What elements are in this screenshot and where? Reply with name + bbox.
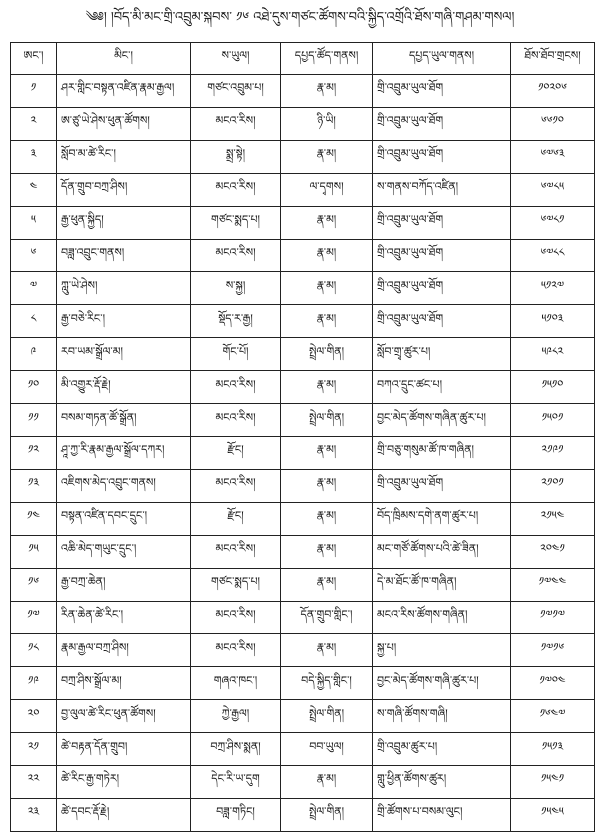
table-row: [11, 272, 595, 305]
row-region: གཙང་འབྲུམ་པ།: [191, 75, 281, 108]
row-name: རྒྱ་བཅེ་རིང་།: [57, 305, 191, 338]
row-location: གྲི་འབྲུམ་ཡུལ་ཐོག: [373, 206, 511, 239]
row-name: ཨ་ཙུ་ཡེ་ཤེས་ཕུན་ཚོགས།: [57, 107, 191, 140]
table-row: [11, 338, 595, 371]
row-number: ༤: [11, 173, 57, 206]
row-location: ས་གནས་བཀོད་འཛིན།: [373, 173, 511, 206]
row-location: སློབ་གྲྭ་ཚུར་པ།: [373, 338, 511, 371]
row-id: ༡༥༤༡: [511, 766, 595, 799]
row-id: ༦༧༨༥: [511, 173, 595, 206]
row-number: ༢༠: [11, 700, 57, 733]
row-number: ༡༦: [11, 568, 57, 601]
row-region: མངའ་རིས།: [191, 404, 281, 437]
row-number: ༡: [11, 75, 57, 108]
row-region: མངའ་རིས།: [191, 634, 281, 667]
row-location: གྲི་འབྲུམ་ཡུལ་ཐོག: [373, 469, 511, 502]
row-name: རིན་ཆེན་ཚེ་རིང་།: [57, 601, 191, 634]
row-id: ༥༩༨༢: [511, 338, 595, 371]
row-number: ༨: [11, 305, 57, 338]
table-row: [11, 305, 595, 338]
row-region: བཀྲ་ཤིས་སྨན།: [191, 733, 281, 766]
row-name: བཀྲ་ཤིས་སྒྲོལ་མ།: [57, 667, 191, 700]
row-location: བྱང་མེད་ཚོགས་གཞིན་ཚུར་པ།: [373, 404, 511, 437]
row-location: གྲི་འབྲུམ་ཡུལ་ཐོག: [373, 239, 511, 272]
row-location: གྲི་འབྲུམ་ཡུལ་ཐོག: [373, 75, 511, 108]
row-location: གྲི་འབྲུམ་ཡུལ་ཐོག: [373, 305, 511, 338]
row-id: ༦༦༡༠: [511, 107, 595, 140]
row-name: རྒྱ་བཀྲ་ཆེན།: [57, 568, 191, 601]
table-row: [11, 601, 595, 634]
row-status: སྤྲེལ་གིན།: [281, 700, 373, 733]
row-status: རྣ་མ།: [281, 766, 373, 799]
row-region: དེང་རི་ཡ་དུག: [191, 766, 281, 799]
header-number: ཨང་།: [11, 43, 57, 75]
row-status: རྣ་མ།: [281, 206, 373, 239]
table-row: [11, 206, 595, 239]
row-region: སྨྲ་སྟེ།: [191, 140, 281, 173]
row-number: ༥: [11, 206, 57, 239]
row-region: གཞའ་ཁང་།: [191, 667, 281, 700]
row-location: གླུ་ཕྱིན་ཚོགས་ཚུར།: [373, 766, 511, 799]
row-id: ༡༥༡༠: [511, 371, 595, 404]
row-region: རྫོང།: [191, 436, 281, 469]
row-name: ཀླུ་ཡེ་ཤེས།: [57, 272, 191, 305]
table-row: [11, 173, 595, 206]
table-row: [11, 371, 595, 404]
row-region: མངའ་རིས།: [191, 239, 281, 272]
row-status: རྣ་མ།: [281, 568, 373, 601]
row-location: བྱང་མེད་ཚོགས་གཞི་ཚུར་པ།: [373, 667, 511, 700]
row-name: ཚེ་རིང་རྒྱ་གཏེར།: [57, 766, 191, 799]
row-id: ༢༠༤༡: [511, 535, 595, 568]
row-number: ༧: [11, 272, 57, 305]
table-row: [11, 502, 595, 535]
table-row: [11, 404, 595, 437]
row-status: བདེ་སྐྱིད་གླིང་།: [281, 667, 373, 700]
row-status: ལ་དྭགས།: [281, 173, 373, 206]
row-id: ༥༡༠༣: [511, 305, 595, 338]
row-region: བཟླ་གཏིང།: [191, 798, 281, 831]
row-status: སྤྲེལ་གིན།: [281, 798, 373, 831]
row-number: ༡༤: [11, 502, 57, 535]
header-region: ས་ཡུལ།: [191, 43, 281, 75]
row-id: ༢༡༠༡: [511, 469, 595, 502]
row-name: བསམ་གཏན་ཚོ་སྒྲོན།: [57, 404, 191, 437]
row-number: ༡༨: [11, 634, 57, 667]
row-status: རྣ་མ།: [281, 371, 373, 404]
row-status: དོན་གྲུབ་གླིང་།: [281, 601, 373, 634]
row-status: སྤྲེལ་གིན།: [281, 404, 373, 437]
row-number: ༢༣: [11, 798, 57, 831]
row-region: གཙང་སྨད་པ།: [191, 568, 281, 601]
row-location: གྲི་བཅུ་གསུམ་ཚོ་ཁ་གཞིན།: [373, 436, 511, 469]
row-number: ༡༠: [11, 371, 57, 404]
row-location: གྲི་འབྲུམ་ཡུལ་ཐོག: [373, 140, 511, 173]
row-id: ༡༦༤༧: [511, 700, 595, 733]
row-location: དེ་མ་ཐོང་ཚོ་ཁ་གཞིན།: [373, 568, 511, 601]
row-region: གཙང་སྨད་པ།: [191, 206, 281, 239]
row-name: རྒྱ་ཕུན་སྐྱིད།: [57, 206, 191, 239]
row-status: སྤྲེལ་གིན།: [281, 338, 373, 371]
row-region: རྫོང།: [191, 502, 281, 535]
row-name: བསྟན་འཛིན་དབང་དྲུང་།: [57, 502, 191, 535]
row-name: བཟླ་འབྲུང་གནས།: [57, 239, 191, 272]
row-id: ༡༥༠༡: [511, 404, 595, 437]
row-location: གྲི་ཚོགས་པ་བསམ་ལུང།: [373, 798, 511, 831]
table-row: [11, 140, 595, 173]
row-id: ༢༡༥༤: [511, 502, 595, 535]
row-id: ༦༧༨༨: [511, 239, 595, 272]
row-location: བཀའ་དྲུང་ཚང་པ།: [373, 371, 511, 404]
row-status: རྣ་མ།: [281, 436, 373, 469]
row-number: ༡༩: [11, 667, 57, 700]
row-status: རྣ་མ།: [281, 305, 373, 338]
row-status: རྣ་མ།: [281, 469, 373, 502]
table-row: [11, 535, 595, 568]
row-number: ༢༢: [11, 766, 57, 799]
row-id: ༡༧༡༦: [511, 634, 595, 667]
row-name: ཤཱ་ཀྱ་རི་རྣམ་རྒྱལ་སྒྲོལ་དཀར།: [57, 436, 191, 469]
row-name: དོན་གྲུབ་བཀྲ་ཤིས།: [57, 173, 191, 206]
header-location: དཔྱད་ཡུལ་གནས།: [373, 43, 511, 75]
table-row: [11, 436, 595, 469]
row-name: རྣམ་རྒྱལ་བཀྲ་ཤིས།: [57, 634, 191, 667]
row-name: སློབ་མ་ཚེ་རིང་།: [57, 140, 191, 173]
row-status: ཉི་ཡི།: [281, 107, 373, 140]
row-number: ༦: [11, 239, 57, 272]
table-row: [11, 700, 595, 733]
page-title: ༄༅། །བོད་མི་མང་གྲི་འབྲུམ་སྐབས་ ༡༦ འཐེ་དུས་གཙང་ཚོགས་བའི་སྐྱིད་འགྲོའི་ཐོས་གཞི་གཤམ་གསལ།: [85, 10, 515, 25]
row-region: མངའ་རིས།: [191, 173, 281, 206]
row-location: མངའ་རིས་ཚོགས་གཞིན།: [373, 601, 511, 634]
row-id: ༦༧༨༡: [511, 206, 595, 239]
row-status: བབ་ཡུལ།: [281, 733, 373, 766]
row-location: གྲི་འབྲུམ་ཚུར་པ།: [373, 733, 511, 766]
row-number: ༡༣: [11, 469, 57, 502]
row-number: ༡༡: [11, 404, 57, 437]
row-number: ༣: [11, 140, 57, 173]
candidate-table: [10, 42, 595, 832]
row-region: མངའ་རིས།: [191, 469, 281, 502]
row-region: གོང་པོ།: [191, 338, 281, 371]
row-status: རྣ་མ།: [281, 140, 373, 173]
row-location: གྲི་འབྲུམ་ཡུལ་ཐོག: [373, 272, 511, 305]
table-row: [11, 568, 595, 601]
row-number: ༡༧: [11, 601, 57, 634]
row-name: རབ་ཡམ་སྒྲོལ་མ།: [57, 338, 191, 371]
row-number: ༡༢: [11, 436, 57, 469]
table-row: [11, 469, 595, 502]
row-region: ས་སྐྱ།: [191, 272, 281, 305]
table-row: [11, 634, 595, 667]
row-id: ༡༧༤༤: [511, 568, 595, 601]
row-region: མངའ་རིས།: [191, 107, 281, 140]
row-name: བྱ་ལུལ་ཚེ་རིང་ཕུན་ཚོགས།: [57, 700, 191, 733]
row-id: ༥༡༢༧: [511, 272, 595, 305]
row-status: རྣ་མ།: [281, 502, 373, 535]
header-id: ཐོས་ཐོབ་གྲངས།: [511, 43, 595, 75]
header-status: དཔྱད་ཚོད་གནས།: [281, 43, 373, 75]
header-name: མིང་།: [57, 43, 191, 75]
row-status: རྣ་མ།: [281, 272, 373, 305]
row-name: འཇིགས་མེད་འབྲུང་གནས།: [57, 469, 191, 502]
row-id: ༡༠༢༠༦: [511, 75, 595, 108]
row-location: སྐྱ་པ།: [373, 634, 511, 667]
table-row: [11, 239, 595, 272]
row-id: ༢༡༩༡: [511, 436, 595, 469]
row-id: ༡༧༠༤: [511, 667, 595, 700]
row-status: རྣ་མ།: [281, 75, 373, 108]
table-row: [11, 798, 595, 831]
row-name: ཚེ་དབང་རྡོ་རྗེ།: [57, 798, 191, 831]
row-region: མངའ་རིས།: [191, 535, 281, 568]
row-region: ཀྱེ་རྒྱལ།: [191, 700, 281, 733]
row-location: ས་གཞི་ཚོགས་གཞི།: [373, 700, 511, 733]
row-location: གྲི་འབྲུམ་ཡུལ་ཐོག: [373, 107, 511, 140]
table-row: [11, 75, 595, 108]
row-status: རྣ་མ།: [281, 535, 373, 568]
row-id: ༡༥༡༣: [511, 733, 595, 766]
row-status: རྣ་མ།: [281, 239, 373, 272]
row-region: སྡོད་ར་རྒྱ།: [191, 305, 281, 338]
table-row: [11, 107, 595, 140]
row-id: ༡༥༤༥: [511, 798, 595, 831]
table-header-row: [11, 43, 595, 75]
row-number: ༢༡: [11, 733, 57, 766]
row-name: འཆི་མེད་གཡུང་དྲུང་།: [57, 535, 191, 568]
row-name: མི་འགྱུར་རྡོ་རྗེ།: [57, 371, 191, 404]
row-name: ཤར་གླིང་བསྟན་འཛིན་རྣམ་རྒྱལ།: [57, 75, 191, 108]
table-row: [11, 733, 595, 766]
table-row: [11, 667, 595, 700]
row-id: ༦༧༦༣: [511, 140, 595, 173]
row-status: རྣ་མ།: [281, 634, 373, 667]
row-region: མངའ་རིས།: [191, 371, 281, 404]
row-number: ༩: [11, 338, 57, 371]
row-name: ཚེ་བརྟན་དོན་གྲུབ།: [57, 733, 191, 766]
row-number: ༡༥: [11, 535, 57, 568]
row-location: མང་གཙོ་ཚོགས་པའི་ཚེ་ཟིན།: [373, 535, 511, 568]
row-number: ༢: [11, 107, 57, 140]
table-row: [11, 766, 595, 799]
row-location: བོད་ཁྲིམས་དགེ་ནག་ཚུར་པ།: [373, 502, 511, 535]
row-region: མངའ་རིས།: [191, 601, 281, 634]
row-id: ༡༧༡༧: [511, 601, 595, 634]
